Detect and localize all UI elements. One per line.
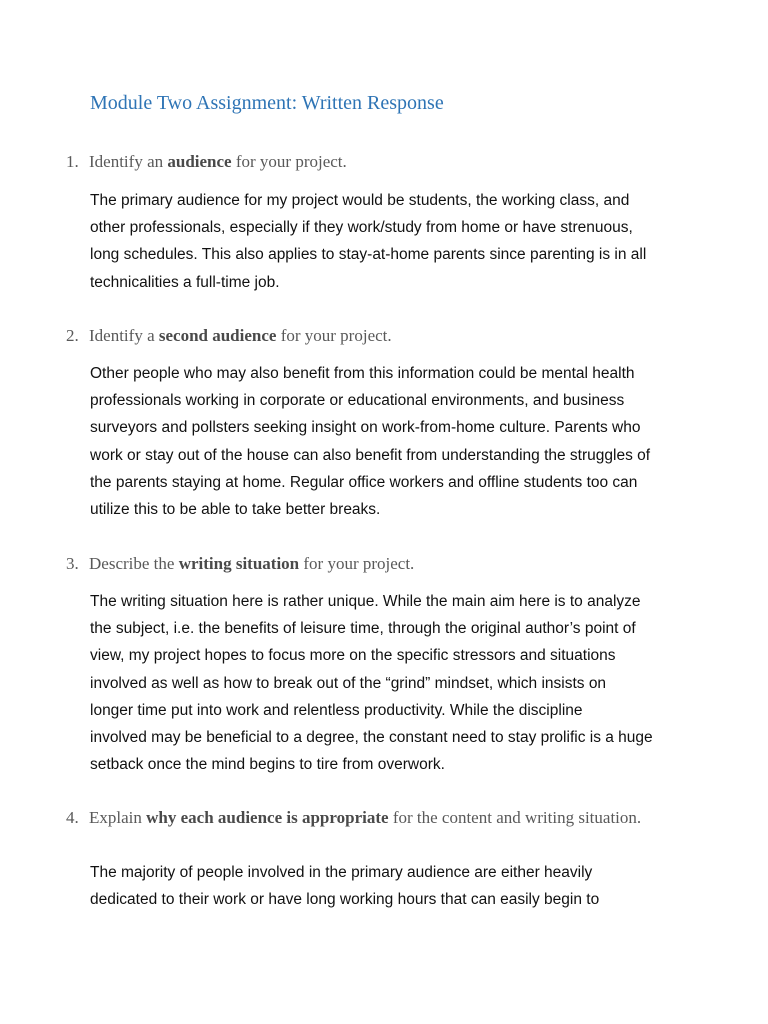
answer-2-line: Other people who may also benefit from this information could be mental health bbox=[90, 365, 635, 382]
question-2 bbox=[66, 326, 392, 346]
answer-4 bbox=[90, 859, 690, 913]
question-3-prefix: Describe the bbox=[89, 554, 179, 573]
answer-3-line: setback once the mind begins to tire from overwork. bbox=[90, 756, 445, 774]
question-2-number: 2. bbox=[66, 326, 79, 345]
answer-1-line: other professionals, especially if they work/study from home or have strenuous, bbox=[90, 219, 633, 237]
answer-1-line: long schedules. This also applies to stay-at-home parents since parenting is in all bbox=[90, 246, 647, 264]
answer-3-line: view, my project hopes to focus more on the specific stressors and situations bbox=[90, 647, 616, 665]
answer-2-line: surveyors and pollsters seeking insight on work-from-home culture. Parents who bbox=[90, 419, 641, 437]
question-3 bbox=[66, 554, 414, 574]
question-1 bbox=[66, 152, 347, 172]
question-4-keyword: why each audience is appropriate bbox=[146, 808, 389, 827]
answer-1-line: technicalities a full-time job. bbox=[90, 273, 280, 291]
question-1-prefix: Identify an bbox=[89, 152, 168, 171]
answer-4-line: The majority of people involved in the primary audience are either heavily bbox=[90, 864, 593, 881]
answer-2-line: the parents staying at home. Regular office workers and offline students too can bbox=[90, 473, 638, 491]
question-2-prefix: Identify a bbox=[89, 326, 159, 345]
document-title: Module Two Assignment: Written Response bbox=[90, 92, 444, 114]
answer-2-line: professionals working in corporate or educational environments, and business bbox=[90, 392, 625, 410]
question-1-suffix: for your project. bbox=[231, 152, 347, 171]
answer-1 bbox=[90, 187, 690, 296]
question-2-keyword: second audience bbox=[158, 326, 277, 345]
question-4-prefix: Explain bbox=[89, 808, 147, 827]
question-1-keyword: audience bbox=[167, 152, 232, 171]
answer-3-line: The writing situation here is rather unique. While the main aim here is to analyze bbox=[90, 593, 641, 610]
question-4 bbox=[66, 808, 641, 828]
answer-3-line: involved as well as how to break out of the “grind” mindset, which insists on bbox=[90, 674, 607, 692]
answer-2 bbox=[90, 360, 690, 523]
question-1-number: 1. bbox=[66, 152, 79, 171]
question-3-number: 3. bbox=[66, 554, 79, 573]
answer-2-line: work or stay out of the house can also benefit from understanding the struggles of bbox=[90, 446, 651, 464]
question-4-number: 4. bbox=[66, 808, 79, 827]
question-3-keyword: writing situation bbox=[178, 554, 300, 573]
question-4-suffix: for the content and writing situation. bbox=[388, 808, 642, 827]
answer-3 bbox=[90, 588, 690, 778]
answer-3-line: the subject, i.e. the benefits of leisure time, through the original author’s point of bbox=[90, 620, 636, 638]
answer-2-line: utilize this to be able to take better breaks. bbox=[90, 501, 381, 519]
question-3-suffix: for your project. bbox=[299, 554, 415, 573]
answer-3-line: longer time put into work and relentless productivity. While the discipline bbox=[90, 701, 583, 719]
answer-3-line: involved may be beneficial to a degree, the constant need to stay prolific is a huge bbox=[90, 729, 653, 747]
answer-1-line: The primary audience for my project would be students, the working class, and bbox=[90, 192, 630, 209]
answer-4-line: dedicated to their work or have long working hours that can easily begin to bbox=[90, 891, 600, 909]
question-2-suffix: for your project. bbox=[276, 326, 392, 345]
